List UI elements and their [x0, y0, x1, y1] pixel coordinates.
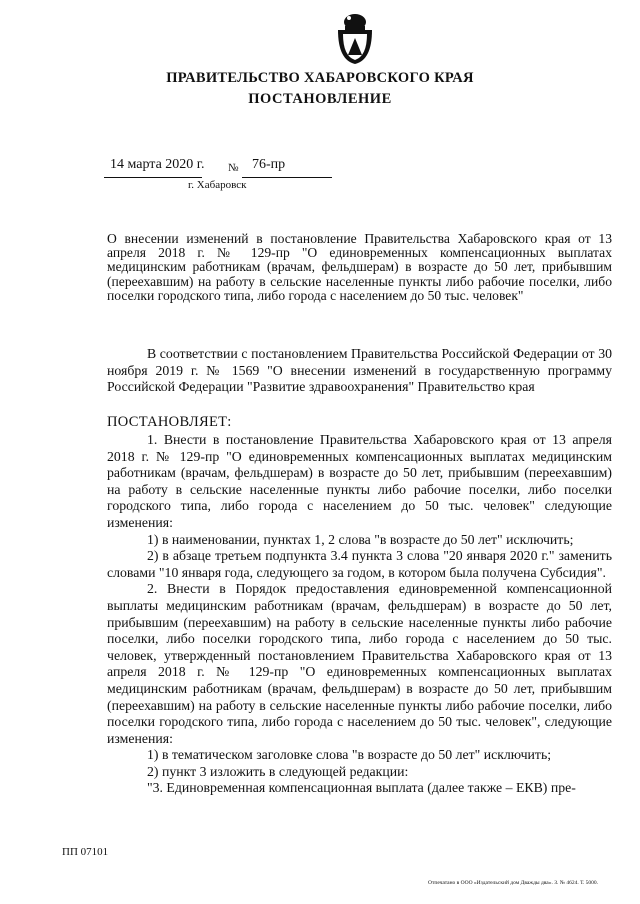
- body-paragraph: 2. Внести в Порядок предоставления единовременной компенсационной выплаты медицинским работникам (врачам, фельдшерам) в возрасте до 50 лет, прибывшим (переехавшим) на работу в сельские населенные пункты либо рабочие поселки, либо поселки городского типа, либо города с населением до 50 тыс. человек, утвержденный постановлением Правительства Хабаровского края от 13 апреля 2018 г. № 129-пр "О единовременных компенсационных выплатах медицинским работникам (врачам, фельдшерам) в возрасте до 50 лет, прибывшим (переехавшим) на работу в сельские населенные пункты либо рабочие поселки, либо поселки городского типа, либо города с населением до 50 тыс. человек", следующие изменения:: [107, 581, 612, 746]
- preamble: В соответствии с постановлением Правительства Российской Федерации от 30 ноября 2019 г. № 1569 "О внесении изменений в государственную программу Российской Федерации "Развитие здравоохранения" Правительство края: [107, 346, 612, 395]
- body-paragraph: 1. Внести в постановление Правительства Хабаровского края от 13 апреля 2018 г. № 129-пр "О единовременных компенсационных выплатах медицинским работникам (врачам, фельдшерам) в возрасте до 50 лет, прибывшим (переехавшим) на работу в сельские населенные пункты либо рабочие поселки, либо поселки городского типа, либо города с населением до 50 тыс. человек" следующие изменения:: [107, 432, 612, 530]
- document-type: ПОСТАНОВЛЕНИЕ: [248, 91, 392, 107]
- document-date: 14 марта 2020 г.: [110, 157, 205, 172]
- number-sign: №: [228, 162, 239, 174]
- document-subject: О внесении изменений в постановление Правительства Хабаровского края от 13 апреля 2018 г. № 129-пр "О единовременных компенсационных выплатах медицинским работникам (врачам, фельдшерам) в возрасте до 50 лет, прибывшим (переехавшим) на работу в сельские населенные пункты либо рабочие поселки, либо поселки городского типа, либо города с населением до 50 тыс. человек": [107, 231, 612, 303]
- city: г. Хабаровск: [188, 179, 247, 191]
- date-underline: [104, 177, 202, 178]
- document-body: [107, 432, 612, 797]
- organization-title: ПРАВИТЕЛЬСТВО ХАБАРОВСКОГО КРАЯ: [166, 70, 474, 86]
- body-paragraph: "3. Единовременная компенсационная выплата (далее также – ЕКВ) пре-: [147, 780, 576, 796]
- body-paragraph: 1) в тематическом заголовке слова "в возрасте до 50 лет" исключить;: [147, 747, 552, 763]
- coat-of-arms-emblem: [330, 8, 380, 66]
- document-number: 76-пр: [252, 157, 286, 172]
- printer-imprint: Отпечатано в ООО «Издательский дом Дважды два». З. № 4624. Т. 5000.: [428, 880, 599, 886]
- decree-word: ПОСТАНОВЛЯЕТ:: [107, 414, 232, 430]
- body-paragraph: 1) в наименовании, пунктах 1, 2 слова "в возрасте до 50 лет" исключить;: [147, 531, 574, 547]
- body-paragraph: 2) в абзаце третьем подпункта 3.4 пункта 3 слова "20 января 2020 г." заменить словами "10 января года, следующего за годом, в котором была получена Субсидия".: [107, 548, 612, 580]
- body-paragraph: 2) пункт 3 изложить в следующей редакции:: [147, 763, 409, 779]
- number-underline: [242, 177, 332, 178]
- footer-code: ПП 07101: [62, 846, 109, 858]
